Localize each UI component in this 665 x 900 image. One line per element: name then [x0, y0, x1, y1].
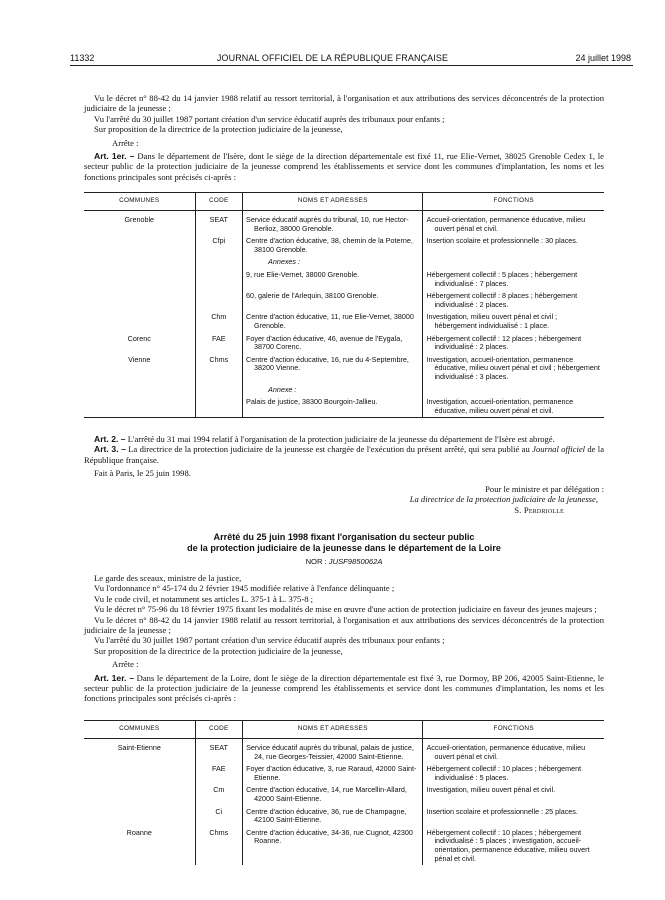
decree1-art3-text: La directrice de la protection judiciaire de la jeunesse est chargée de l'exécution du présent arrêté, qui sera publié au — [128, 444, 530, 455]
commune-cell — [84, 311, 195, 332]
commune-cell: Roanne — [126, 827, 152, 837]
table-row — [84, 396, 604, 418]
decree1-arrete: Arrête : — [112, 137, 139, 148]
table-row — [84, 256, 604, 269]
table-row — [84, 806, 604, 827]
header-rule — [70, 65, 633, 66]
fonction-cell: Accueil-orientation, permanence éducative, milieu ouvert pénal et civil. — [426, 743, 586, 761]
table-row — [84, 784, 604, 805]
table-row — [84, 290, 604, 311]
decree1-vu-2: Vu l'arrêté du 30 juillet 1987 portant création d'un service éducatif auprès des tribunaux pour enfants ; — [94, 113, 445, 124]
code-cell: SEAT — [195, 211, 243, 236]
decree2-title — [84, 532, 604, 554]
fonction-cell: Hébergement collectif : 10 places ; hébergement individualisé : 5 places ; investigation, accueil-orientation, permanence éducative, milieu ouvert pénal et civil. — [426, 827, 590, 863]
decree1-article-1 — [84, 151, 604, 182]
column-header: COMMUNES — [84, 721, 195, 739]
code-cell: Chm — [195, 311, 243, 332]
decree2-art1-text: Dans le département de la Loire, dont le siège de la direction départementale est fixé 3, rue Dormoy, BP 206, 42005 Saint-Etienne, le secteur public de la protection judiciaire de la jeunesse comprend les établissements et service dont les communes d'implantation, les noms et les fonctions principales sont précisés ci-après : — [84, 672, 604, 704]
address-cell: 60, galerie de l'Arlequin, 38100 Grenoble. — [246, 291, 379, 301]
fonction-cell: Hébergement collectif : 10 places ; hébergement individualisé : 5 places. — [426, 764, 582, 782]
annex-label: Annexe : — [268, 384, 297, 394]
decree2-article-1 — [84, 673, 604, 704]
decree2-title-line-2: de la protection judiciaire de la jeunesse dans le département de la Loire — [187, 543, 501, 553]
address-cell: Palais de justice, 38300 Bourgoin-Jallieu. — [246, 397, 378, 407]
code-cell — [195, 290, 243, 311]
address-cell: Foyer d'action éducative, 3, rue Raraud, 42000 Saint-Etienne. — [246, 764, 417, 782]
decree1-art1-text: Dans le département de l'Isère, dont le siège de la direction départementale est fixé 11, rue Elie-Vernet, 38025 Grenoble Cedex 1, le secteur public de la protection judiciaire de la jeunesse comprend les établissements et service dont les communes d'implantation, les noms et les fonctions principales sont précisés ci-après : — [84, 151, 605, 182]
table-row — [84, 763, 604, 784]
fonction-cell: Insertion scolaire et professionnelle : 30 places. — [426, 236, 578, 246]
decree1-art2-label: Art. 2. – — [94, 434, 126, 444]
column-header: CODE — [195, 721, 243, 739]
commune-cell — [84, 384, 195, 397]
commune-cell — [84, 256, 195, 269]
address-cell: Foyer d'action éducative, 46, avenue de l'Eygala, 38700 Corenc. — [246, 333, 403, 352]
decree1-art2-text: L'arrêté du 31 mai 1994 relatif à l'organisation de la protection judiciaire de la jeunesse du département de l'Isère est abrogé. — [127, 434, 555, 444]
decree1-closing — [84, 434, 604, 479]
table-row — [84, 384, 604, 397]
code-cell: Cfpi — [195, 235, 243, 256]
decree1-article-2 — [84, 434, 604, 444]
journal-title: JOURNAL OFFICIEL DE LA RÉPUBLIQUE FRANÇAISE — [216, 53, 449, 63]
table-row — [84, 235, 604, 256]
code-cell — [195, 256, 243, 269]
decree1-preamble — [84, 93, 604, 182]
table-row — [84, 739, 604, 764]
code-cell: FAE — [195, 333, 243, 354]
address-cell: Service éducatif auprès du tribunal, palais de justice, 24, rue Georges-Teissier, 42000 Saint-Etienne. — [246, 743, 414, 761]
fonction-cell — [423, 256, 604, 269]
table-row — [84, 827, 604, 865]
table-row — [84, 269, 604, 290]
decree1-article-3 — [84, 444, 604, 465]
commune-cell — [84, 235, 195, 256]
table-row — [84, 354, 604, 384]
code-cell: Chms — [195, 354, 243, 384]
decree1-signature — [84, 484, 604, 515]
commune-cell: Saint-Etienne — [117, 743, 161, 752]
decree1-table — [84, 192, 604, 418]
address-cell: Centre d'action éducative, 38, chemin de la Poterne, 38100 Grenoble. — [246, 236, 413, 254]
fonction-cell: Investigation, accueil-orientation, permanence éducative, milieu ouvert pénal et civil ; hébergement individualisé : 3 places. — [426, 354, 600, 381]
decree2-vu-5: Vu l'arrêté du 30 juillet 1987 portant création d'un service éducatif auprès des tribunaux pour enfants ; — [94, 635, 445, 646]
commune-cell: Vienne — [128, 354, 151, 364]
commune-cell — [84, 763, 195, 784]
fonction-cell: Hébergement collectif : 8 places ; hébergement individualisé : 2 places. — [426, 291, 578, 309]
signatory-name: S. Perdriolle — [514, 504, 564, 515]
code-cell — [195, 384, 243, 397]
journal-name: Journal officiel — [532, 444, 586, 455]
code-cell: FAE — [195, 763, 243, 784]
decree2-table — [84, 720, 604, 865]
code-cell — [195, 396, 243, 418]
commune-cell — [84, 784, 195, 805]
column-header: NOMS ET ADRESSES — [243, 721, 423, 739]
code-cell: Chms — [195, 827, 243, 865]
column-header: NOMS ET ADRESSES — [243, 193, 423, 211]
table-row — [84, 333, 604, 354]
decree2-vu-4: Vu le décret n° 88-42 du 14 janvier 1988 relatif au ressort territorial, à l'organisation et aux attributions des services déconcentrés de la protection judiciaire de la jeunesse ; — [84, 614, 604, 636]
fonction-cell: Investigation, milieu ouvert pénal et civil ; hébergement individualisé : 1 place. — [426, 312, 558, 330]
code-cell: SEAT — [195, 739, 243, 764]
commune-cell: Grenoble — [124, 215, 155, 224]
fonction-cell: Accueil-orientation, permanence éducative, milieu ouvert pénal et civil. — [426, 215, 586, 233]
decree2-title-line-1: Arrêté du 25 juin 1998 fixant l'organisation du secteur public — [213, 532, 475, 542]
code-cell — [195, 269, 243, 290]
fonction-cell: Hébergement collectif : 5 places ; hébergement individualisé : 7 places. — [426, 269, 578, 288]
address-cell: Centre d'action éducative, 36, rue de Champagne, 42100 Saint-Etienne. — [246, 806, 407, 825]
decree2-art1-label: Art. 1er. – — [94, 672, 135, 683]
table-row — [84, 311, 604, 332]
code-cell: Ci — [195, 806, 243, 827]
signature-delegation: Pour le ministre et par délégation : — [485, 484, 604, 494]
fonction-cell: Investigation, milieu ouvert pénal et civil. — [426, 785, 556, 795]
issue-date: 24 juillet 1998 — [575, 53, 631, 63]
decree2-vu-1: Vu l'ordonnance n° 45-174 du 2 février 1945 modifiée relative à l'enfance délinquante ; — [94, 583, 395, 594]
decree2-arrete: Arrête : — [112, 659, 139, 670]
decree1-art3-label: Art. 3. – — [94, 444, 126, 455]
decree1-art1-label: Art. 1er. – — [94, 151, 135, 162]
address-cell: Service éducatif auprès du tribunal, 10, rue Hector-Berlioz, 38000 Grenoble. — [246, 215, 409, 233]
nor-code: JUSF9850062A — [328, 557, 383, 566]
signature-title: La directrice de la protection judiciaire de la jeunesse, — [409, 494, 598, 505]
decree2-vu-3: Vu le décret n° 75-96 du 18 février 1975 fixant les modalités de mise en œuvre d'une action de protection judiciaire en faveur des jeunes majeurs ; — [94, 604, 597, 615]
decree1-art3-text-end: de la République française. — [84, 444, 605, 465]
page-number: 11332 — [70, 53, 95, 63]
code-cell: Cm — [195, 784, 243, 805]
address-cell: 9, rue Elie-Vernet, 38000 Grenoble. — [246, 269, 360, 279]
decree2-proposal: Sur proposition de la directrice de la protection judiciaire de la jeunesse, — [94, 645, 343, 656]
decree2-minister: Le garde des sceaux, ministre de la justice, — [94, 573, 242, 583]
commune-cell: Corenc — [127, 333, 151, 343]
address-cell: Centre d'action éducative, 34-36, rue Cugnot, 42300 Roanne. — [246, 827, 413, 846]
decree1-vu-1: Vu le décret n° 88-42 du 14 janvier 1988 relatif au ressort territorial, à l'organisation et aux attributions des services déconcentrés de la protection judiciaire de la jeunesse ; — [84, 93, 604, 114]
commune-cell — [84, 396, 195, 418]
decree2-preamble — [84, 573, 604, 704]
table-header-row — [84, 721, 604, 739]
fonction-cell: Hébergement collectif : 12 places ; hébergement individualisé : 2 places. — [426, 333, 582, 352]
commune-cell — [84, 269, 195, 290]
column-header: COMMUNES — [84, 193, 195, 211]
nor-label: NOR : — [305, 557, 327, 566]
column-header: CODE — [195, 193, 243, 211]
column-header: FONCTIONS — [423, 721, 604, 739]
table-header-row — [84, 193, 604, 211]
fonction-cell — [423, 384, 604, 397]
annex-label: Annexes : — [268, 257, 301, 267]
nor-reference — [84, 557, 604, 567]
fonction-cell: Insertion scolaire et professionnelle : 25 places. — [426, 806, 578, 816]
address-cell: Centre d'action éducative, 14, rue Marcellin-Allard, 42000 Saint-Etienne. — [246, 785, 407, 803]
commune-cell — [84, 290, 195, 311]
decree1-proposal: Sur proposition de la directrice de la protection judiciaire de la jeunesse, — [94, 124, 343, 135]
table-row — [84, 211, 604, 236]
running-header — [0, 0, 665, 70]
decree1-fait: Fait à Paris, le 25 juin 1998. — [94, 468, 191, 479]
fonction-cell: Investigation, accueil-orientation, permanence éducative, milieu ouvert pénal et civil. — [426, 397, 574, 415]
column-header: FONCTIONS — [423, 193, 604, 211]
decree2-vu-2: Vu le code civil, et notamment ses articles L. 375-1 à L. 375-8 ; — [94, 593, 314, 604]
address-cell: Centre d'action éducative, 11, rue Elie-Vernet, 38000 Grenoble. — [246, 312, 414, 330]
commune-cell — [84, 806, 195, 827]
address-cell: Centre d'action éducative, 16, rue du 4-Septembre, 38200 Vienne. — [246, 354, 409, 373]
